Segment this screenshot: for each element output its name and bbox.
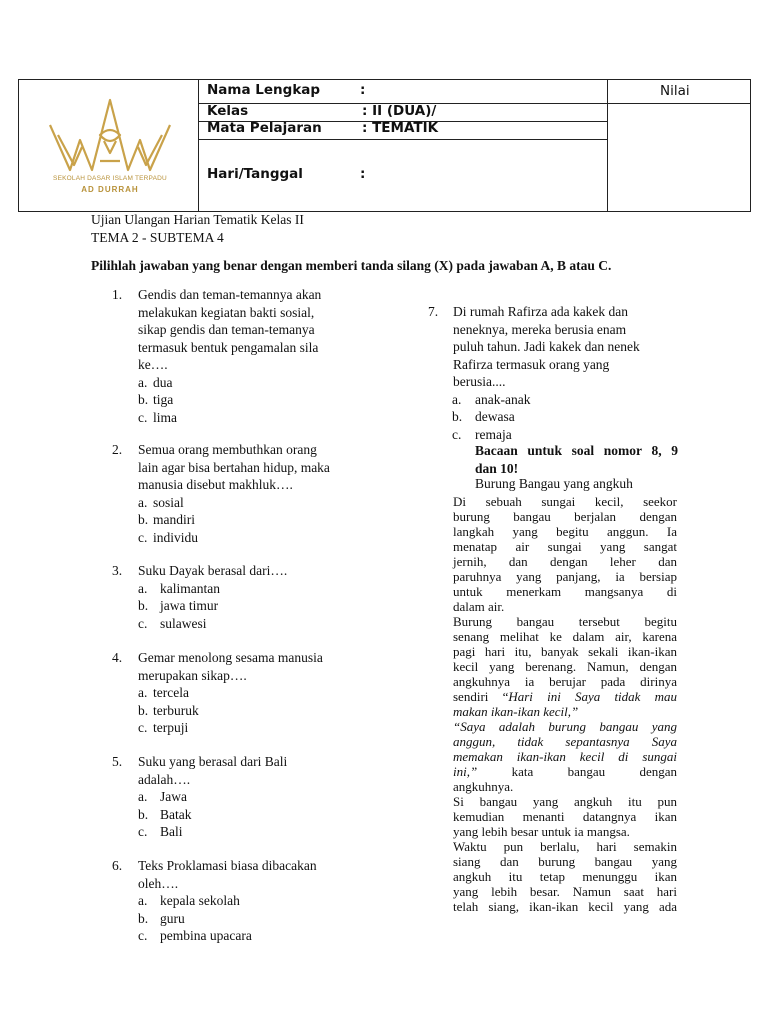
- answer-option[interactable]: c. pembina upacara: [138, 928, 252, 943]
- question-line: berusia....: [453, 374, 506, 389]
- story-paragraph: Si bangau yang angkuh itu pun kemudian menanti datangnya ikan yang lebih besar untuk ia mangsa.: [453, 794, 677, 839]
- question-line: puluh tahun. Jadi kakek dan nenek: [453, 339, 640, 354]
- mapel-label: Mata Pelajaran: [207, 120, 322, 136]
- answer-option[interactable]: a. kalimantan: [138, 580, 220, 596]
- answer-option[interactable]: c. sulawesi: [138, 615, 207, 631]
- table-divider: [198, 139, 607, 140]
- exam-title: Ujian Ulangan Harian Tematik Kelas II: [91, 212, 304, 227]
- crown-logo-icon: [30, 95, 190, 175]
- answer-option[interactable]: a. kepala sekolah: [138, 893, 240, 908]
- story-paragraph: Waktu pun berlalu, hari semakin siang dan burung bangau yang angkuh itu tetap menunggu ikan yang lebih besar. Namun saat hari telah siang, ikan-ikan kecil yang ada: [453, 839, 677, 914]
- hari-field[interactable]: :: [360, 166, 366, 182]
- question-line: oleh….: [138, 875, 179, 891]
- question-line: Rafirza termasuk orang yang: [453, 356, 610, 372]
- nilai-box[interactable]: [608, 104, 750, 210]
- answer-option[interactable]: a. anak-anak: [452, 391, 531, 407]
- question-number: 1.: [112, 287, 123, 302]
- question-number: 5.: [112, 754, 123, 769]
- logo-caption: SEKOLAH DASAR ISLAM TERPADU: [53, 175, 167, 182]
- question-line: melakukan kegiatan bakti sosial,: [138, 304, 315, 320]
- question-line: Di rumah Rafirza ada kakek dan: [453, 304, 629, 319]
- answer-option[interactable]: a. Jawa: [138, 789, 187, 804]
- answer-option[interactable]: b. Batak: [138, 806, 192, 822]
- question-line: merupakan sikap….: [138, 667, 247, 683]
- answer-option[interactable]: a. tercela: [138, 685, 189, 700]
- question-6: [112, 857, 362, 945]
- question-number: 4.: [112, 650, 123, 665]
- answer-option[interactable]: a. sosial: [138, 494, 184, 510]
- question-line: manusia disebut makhluk….: [138, 477, 293, 492]
- question-7: [428, 303, 678, 443]
- hari-label: Hari/Tanggal: [207, 166, 303, 182]
- answer-option[interactable]: b. guru: [138, 910, 185, 926]
- kelas-value[interactable]: : II (DUA)/: [362, 103, 437, 119]
- answer-option[interactable]: b. jawa timur: [138, 598, 219, 613]
- nama-field[interactable]: :: [360, 82, 366, 98]
- answer-option[interactable]: c. individu: [138, 529, 199, 545]
- question-line: neneknya, mereka berusia enam: [453, 321, 627, 337]
- question-number: 6.: [112, 858, 123, 873]
- answer-option[interactable]: c. terpuji: [138, 720, 189, 735]
- question-number: 2.: [112, 442, 123, 457]
- question-line: lain agar bisa bertahan hidup, maka: [138, 459, 330, 475]
- answer-option[interactable]: c. remaja: [452, 426, 512, 442]
- answer-option[interactable]: b. tiga: [138, 392, 174, 407]
- question-line: Semua orang membuthkan orang: [138, 442, 317, 457]
- question-number: 7.: [428, 304, 439, 319]
- story-paragraph: Burung bangau tersebut begitu senang melihat ke dalam air, karena pagi hari itu, banyak sekali ikan-ikan kecil yang berenang. Namun, dengan angkuhnya ia berujar pada dirinya sendiri “Hari ini Saya tidak mau makan ikan-ikan kecil,”: [453, 614, 678, 719]
- question-line: termasuk bentuk pengamalan sila: [138, 339, 319, 355]
- nama-label: Nama Lengkap: [207, 82, 321, 98]
- answer-option[interactable]: b. mandiri: [138, 512, 195, 527]
- answer-option[interactable]: b. dewasa: [452, 409, 515, 424]
- exam-subtitle: TEMA 2 - SUBTEMA 4: [91, 230, 224, 245]
- question-line: Suku yang berasal dari Bali: [138, 754, 288, 769]
- question-2: [112, 441, 362, 546]
- question-1: [112, 286, 362, 426]
- instruction: Pilihlah jawaban yang benar dengan memberi tanda silang (X) pada jawaban A, B atau C.: [91, 258, 612, 273]
- question-4: [112, 649, 362, 737]
- question-line: sikap gendis dan teman-temanya: [138, 322, 315, 337]
- kelas-label: Kelas: [207, 103, 249, 119]
- story-paragraph: Di sebuah sungai kecil, seekor burung bangau berjalan dengan langkah yang begitu anggun. Ia menatap air sungai yang sangat jernih, dan dengan leher dan paruhnya yang panjang, ia bersiap untuk menerkam mangsanya di dalam air.: [453, 494, 677, 614]
- school-logo: [30, 95, 190, 205]
- nilai-label: Nilai: [660, 83, 690, 99]
- table-divider: [198, 79, 199, 212]
- question-line: Gemar menolong sesama manusia: [138, 650, 323, 665]
- answer-option[interactable]: c. lima: [138, 409, 177, 425]
- story-title: Burung Bangau yang angkuh: [475, 476, 633, 491]
- answer-option[interactable]: b. terburuk: [138, 702, 199, 718]
- question-line: ke….: [138, 357, 168, 372]
- question-line: Teks Proklamasi biasa dibacakan: [138, 858, 317, 873]
- mapel-value: : TEMATIK: [362, 120, 439, 136]
- story-paragraph: “Saya adalah burung bangau yang anggun, tidak sepantasnya Saya memakan ikan-ikan kecil di sungai ini,” kata bangau dengan angkuhnya.: [453, 719, 677, 794]
- question-line: Suku Dayak berasal dari….: [138, 563, 288, 578]
- question-number: 3.: [112, 563, 123, 578]
- logo-name: AD DURRAH: [81, 185, 139, 194]
- reading-heading: Bacaan untuk soal nomor 8, 9 dan 10!: [475, 443, 678, 476]
- answer-option[interactable]: c. Bali: [138, 824, 183, 839]
- question-5: [112, 753, 362, 841]
- question-line: adalah….: [138, 771, 191, 787]
- question-line: Gendis dan teman-temannya akan: [138, 287, 322, 302]
- question-3: [112, 562, 362, 632]
- answer-option[interactable]: a. dua: [138, 374, 173, 390]
- story-text: [453, 494, 677, 914]
